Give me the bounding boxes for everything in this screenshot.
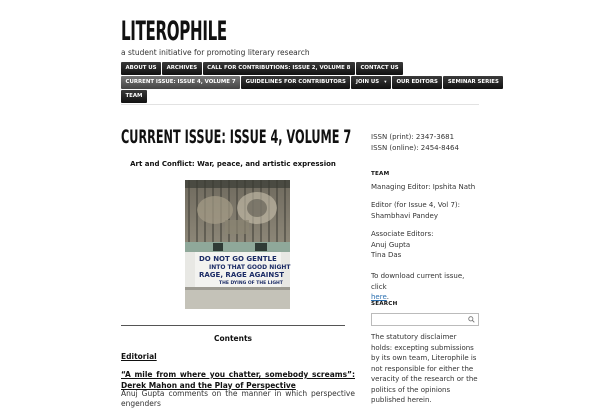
issn-block [371, 132, 479, 153]
search-icon[interactable] [468, 316, 475, 323]
nav-contact-us[interactable]: CONTACT US [356, 62, 403, 75]
nav-team[interactable]: TEAM [121, 90, 147, 103]
nav-row-1 [121, 62, 481, 75]
team-block [371, 169, 479, 261]
nav-seminar-series[interactable]: SEMINAR SERIES [443, 76, 503, 89]
issue-subtitle: Art and Conflict: War, peace, and artistic expression [130, 160, 336, 168]
main-content [121, 124, 355, 408]
associate-editor-2: Tina Das [371, 251, 402, 259]
search-input[interactable] [371, 313, 479, 326]
nav-about-us[interactable]: ABOUT US [121, 62, 161, 75]
editorial-link[interactable]: Editorial [121, 352, 157, 361]
site-title[interactable]: LITEROPHILE [121, 16, 227, 47]
managing-editor: Managing Editor: Ipshita Nath [371, 182, 476, 191]
article-title-link[interactable]: “A mile from where you chatter, somebody screams”: Derek Mahon and the Play of Perspective [121, 370, 355, 390]
disclaimer: The statutory disclaimer holds: excepting submissions by its own team, Literophile is not responsible for either the veracity of the research or the politics of the opinions published herein. [371, 333, 478, 404]
download-block [371, 271, 479, 303]
issn-print: ISSN (print): 2347-3681 [371, 133, 455, 141]
download-period: . [386, 293, 390, 301]
search-block [371, 299, 479, 326]
nav-row-3 [121, 90, 481, 103]
contents-heading: Contents [213, 334, 253, 343]
contents-divider [121, 325, 345, 326]
editor-line-2: Shambhavi Pandey [371, 211, 438, 220]
issn-online: ISSN (online): 2454-8464 [371, 143, 459, 152]
nav-archives[interactable]: ARCHIVES [162, 62, 202, 75]
nav-join-us-label: JOIN US [355, 79, 380, 85]
cover-line-4: THE DYING OF THE LIGHT [219, 281, 283, 286]
editor-line-1: Editor (for Issue 4, Vol 7): [371, 201, 460, 209]
nav-join-us[interactable] [351, 76, 391, 89]
header-divider [121, 104, 479, 105]
chevron-down-icon: ▾ [384, 80, 387, 85]
cover-line-1: DO NOT GO GENTLE [199, 255, 277, 263]
nav-guidelines[interactable]: GUIDELINES FOR CONTRIBUTORS [241, 76, 350, 89]
issue-cover-photo [185, 180, 290, 309]
associate-editors-heading: Associate Editors: [371, 230, 434, 238]
article-description: Anuj Gupta comments on the manner in which perspective engenders [121, 389, 355, 408]
nav-call-for-contributions[interactable]: CALL FOR CONTRIBUTIONS: ISSUE 2, VOLUME 8 [203, 62, 355, 75]
download-here-link[interactable]: here [371, 293, 387, 301]
nav-our-editors[interactable]: OUR EDITORS [392, 76, 442, 89]
main-navigation [121, 62, 499, 104]
nav-current-issue[interactable]: CURRENT ISSUE: ISSUE 4, VOLUME 7 [121, 76, 240, 89]
associate-editor-1: Anuj Gupta [371, 240, 411, 249]
nav-row-2 [121, 76, 499, 89]
download-text: To download current issue, click [371, 272, 465, 291]
cover-line-3: RAGE, RAGE AGAINST [199, 271, 285, 279]
cover-line-2: INTO THAT GOOD NIGHT [209, 264, 291, 271]
site-tagline: a student initiative for promoting literary research [121, 48, 310, 57]
team-heading: TEAM [371, 171, 390, 177]
search-heading: SEARCH [371, 301, 398, 307]
page-title: CURRENT ISSUE: ISSUE 4, VOLUME 7 [121, 126, 352, 148]
